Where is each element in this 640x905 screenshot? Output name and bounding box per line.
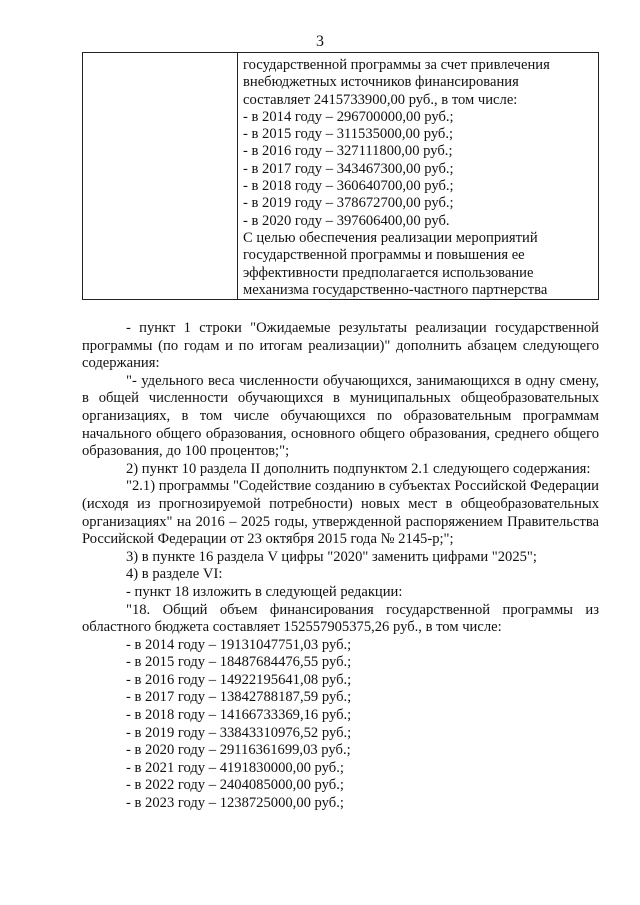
paragraph-new-indicator: "- удельного веса численности обучающихся, занимающихся в одну смену, в общей численности обучающихся в муниципальных общеобразовательных организациях, в том числе обучающихся по образовательным программам начального общего образования, основного общего образования, среднего общего образования, до 100 процентов;"; [82,372,599,460]
paragraph-item-4: 4) в разделе VI: [126,566,223,583]
amendment-text [82,320,599,813]
paragraph-item-2: 2) пункт 10 раздела II дополнить подпунктом 2.1 следующего содержания: [126,460,591,477]
table-line: - в 2016 году – 327111800,00 руб.; [243,143,453,160]
table-left-cell [83,53,238,299]
passport-table-fragment [82,52,599,300]
table-line: - в 2017 году – 343467300,00 руб.; [243,160,454,177]
table-line: - в 2019 году – 378672700,00 руб.; [243,195,454,212]
year-line: - в 2019 году – 33843310976,52 руб.; [126,724,352,741]
year-line: - в 2016 году – 14922195641,08 руб.; [126,671,352,688]
year-line: - в 2021 году – 4191830000,00 руб.; [126,759,344,776]
table-line: - в 2018 году – 360640700,00 руб.; [243,178,454,195]
table-line: эффективности предполагается использование [243,264,534,281]
year-line: - в 2014 году – 19131047751,03 руб.; [126,636,352,653]
page-number: 3 [316,33,324,50]
paragraph-item-1: - пункт 1 строки "Ожидаемые результаты реализации государственной программы (по годам и по итогам реализации)" дополнить абзацем следующего содержания: [82,320,599,372]
year-line: - в 2015 году – 18487684476,55 руб.; [126,654,352,671]
table-line: С целью обеспечения реализации мероприятий [243,229,538,246]
table-right-cell [238,53,598,299]
paragraph-subitem-2-1: "2.1) программы "Содействие созданию в субъектах Российской Федерации (исходя из прогнозируемой потребности) новых мест в общеобразовательных организациях" на 2016 – 2025 годы, утвержденной распоряжением Правительства Российской Федерации от 23 октября 2015 года № 2145-р;"; [82,478,599,548]
table-line: - в 2014 году – 296700000,00 руб.; [243,108,454,125]
table-line: - в 2020 году – 397606400,00 руб. [243,212,450,229]
year-line: - в 2022 году – 2404085000,00 руб.; [126,777,344,794]
paragraph-point-18: - пункт 18 изложить в следующей редакции: [126,583,403,600]
paragraph-financing-total: "18. Общий объем финансирования государственной программы из областного бюджета составляет 152557905375,26 руб., в том числе: [82,601,599,636]
table-line: составляет 2415733900,00 руб., в том числе: [243,91,518,108]
table-line: механизма государственно-частного партнерства [243,281,548,298]
year-line: - в 2018 году – 14166733369,16 руб.; [126,707,352,724]
year-line: - в 2023 году – 1238725000,00 руб.; [126,795,344,812]
table-line: внебюджетных источников финансирования [243,74,519,91]
year-line: - в 2020 году – 29116361699,03 руб.; [126,742,351,759]
year-line: - в 2017 году – 13842788187,59 руб.; [126,689,352,706]
paragraph-item-3: 3) в пункте 16 раздела V цифры "2020" заменить цифрами "2025"; [126,548,537,565]
table-line: государственной программы за счет привлечения [243,57,550,73]
table-line: - в 2015 году – 311535000,00 руб.; [243,126,454,143]
table-line: государственной программы и повышения ее [243,247,525,264]
